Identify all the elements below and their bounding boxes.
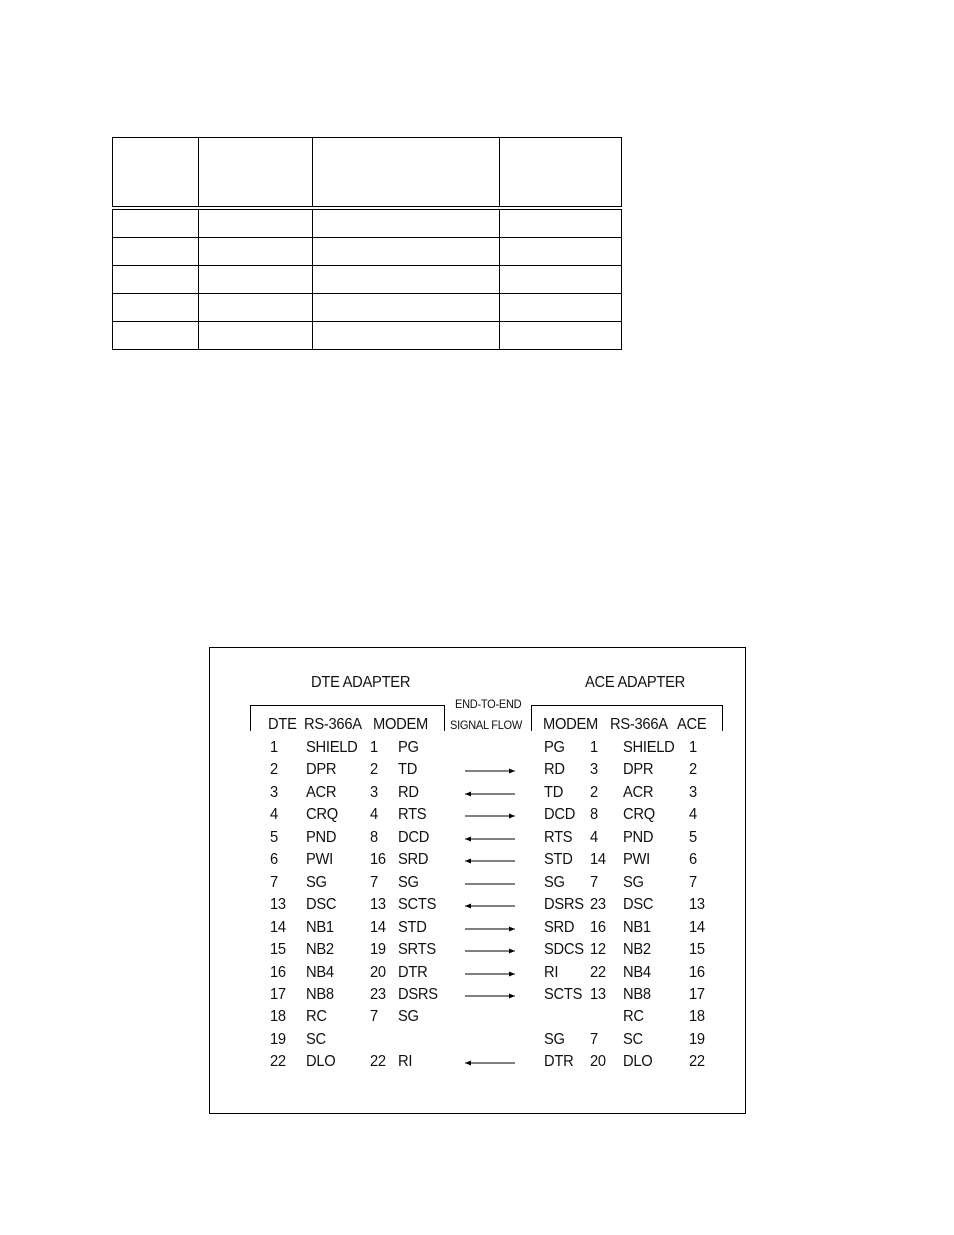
dte-rs366a-signal: NB4 bbox=[306, 964, 334, 981]
ace-modem-pin: 1 bbox=[590, 739, 598, 756]
ace-pin: 1 bbox=[689, 739, 697, 756]
dte-modem-signal: SG bbox=[398, 874, 419, 891]
dte-modem-signal: SRTS bbox=[398, 941, 436, 958]
dte-modem-pin: 1 bbox=[370, 739, 378, 756]
ace-modem-pin: 4 bbox=[590, 829, 598, 846]
ace-rs366a-signal: SHIELD bbox=[623, 739, 675, 756]
ace-pin: 18 bbox=[689, 1008, 705, 1025]
ace-modem-signal: SCTS bbox=[544, 986, 583, 1003]
left-arrow-icon bbox=[464, 790, 516, 798]
ace-pin: 2 bbox=[689, 761, 697, 778]
ace-modem-signal: DTR bbox=[544, 1053, 574, 1070]
dte-modem-pin: 4 bbox=[370, 806, 378, 823]
dte-rs366a-signal: DLO bbox=[306, 1053, 336, 1070]
dte-modem-pin: 7 bbox=[370, 874, 378, 891]
table-header-row bbox=[113, 138, 622, 209]
adapter-pinout-diagram bbox=[209, 647, 746, 1114]
dte-pin: 19 bbox=[270, 1031, 286, 1048]
ace-rs366a-signal: ACR bbox=[623, 784, 654, 801]
dte-modem-pin: 20 bbox=[370, 964, 386, 981]
ace-modem-signal: SDCS bbox=[544, 941, 584, 958]
dte-rs366a-signal: NB8 bbox=[306, 986, 334, 1003]
table-row bbox=[113, 238, 622, 266]
ace-pin: 14 bbox=[689, 919, 705, 936]
ace-rs366a-signal: NB2 bbox=[623, 941, 651, 958]
left-arrow-icon bbox=[464, 835, 516, 843]
left-arrow-icon bbox=[464, 857, 516, 865]
signal-flow-title-line1: END-TO-END bbox=[455, 697, 522, 711]
ace-rs366a-signal: NB8 bbox=[623, 986, 651, 1003]
ace-rs366a-signal: SC bbox=[623, 1031, 643, 1048]
ace-modem-pin: 3 bbox=[590, 761, 598, 778]
right-arrow-icon bbox=[464, 947, 516, 955]
dte-column-header: DTE bbox=[268, 716, 297, 733]
table-cell bbox=[313, 294, 500, 322]
dte-modem-signal: STD bbox=[398, 919, 427, 936]
ace-modem-signal: SG bbox=[544, 1031, 565, 1048]
table-header-cell bbox=[313, 138, 500, 209]
dte-pin: 16 bbox=[270, 964, 286, 981]
dte-modem-signal: RI bbox=[398, 1053, 413, 1070]
ace-modem-signal: DSRS bbox=[544, 896, 584, 913]
table-cell bbox=[500, 322, 622, 350]
ace-rs366a-signal: SG bbox=[623, 874, 644, 891]
signal-flow-title-line2: SIGNAL FLOW bbox=[450, 718, 523, 732]
ace-pin: 16 bbox=[689, 964, 705, 981]
table-cell bbox=[113, 208, 199, 237]
dte-modem-signal: SCTS bbox=[398, 896, 437, 913]
table-cell bbox=[199, 238, 313, 266]
ace-modem-signal: STD bbox=[544, 851, 573, 868]
dte-modem-signal: RD bbox=[398, 784, 419, 801]
dte-modem-signal: RTS bbox=[398, 806, 427, 823]
ace-pin: 5 bbox=[689, 829, 697, 846]
dte-pin: 13 bbox=[270, 896, 286, 913]
dte-rs366a-signal: ACR bbox=[306, 784, 337, 801]
dte-pin: 15 bbox=[270, 941, 286, 958]
ace-pin: 15 bbox=[689, 941, 705, 958]
ace-modem-signal: DCD bbox=[544, 806, 576, 823]
dte-modem-pin: 8 bbox=[370, 829, 378, 846]
dte-modem-signal: SRD bbox=[398, 851, 429, 868]
ace-modem-signal: SRD bbox=[544, 919, 575, 936]
ace-pin: 6 bbox=[689, 851, 697, 868]
left-arrow-icon bbox=[464, 1059, 516, 1067]
dte-pin: 18 bbox=[270, 1008, 286, 1025]
dte-rs366a-signal: NB1 bbox=[306, 919, 334, 936]
dte-rs366a-signal: SHIELD bbox=[306, 739, 358, 756]
dte-rs366a-signal: DSC bbox=[306, 896, 337, 913]
ace-rs366a-signal: RC bbox=[623, 1008, 644, 1025]
dte-modem-signal: DTR bbox=[398, 964, 428, 981]
ace-modem-signal: RTS bbox=[544, 829, 573, 846]
table-cell bbox=[313, 238, 500, 266]
dte-modem-pin: 19 bbox=[370, 941, 386, 958]
dte-rs366a-signal: SG bbox=[306, 874, 327, 891]
ace-modem-pin: 16 bbox=[590, 919, 606, 936]
dte-modem-signal: DCD bbox=[398, 829, 430, 846]
ace-rs366a-signal: DPR bbox=[623, 761, 654, 778]
right-arrow-icon bbox=[464, 812, 516, 820]
dte-adapter-title: DTE ADAPTER bbox=[311, 674, 411, 691]
table-cell bbox=[313, 266, 500, 294]
ace-modem-pin: 20 bbox=[590, 1053, 606, 1070]
ace-modem-pin: 22 bbox=[590, 964, 606, 981]
table-cell bbox=[199, 322, 313, 350]
table-cell bbox=[500, 238, 622, 266]
dte-pin: 3 bbox=[270, 784, 278, 801]
signal-line bbox=[464, 880, 516, 888]
right-arrow-icon bbox=[464, 767, 516, 775]
table-row bbox=[113, 322, 622, 350]
dte-modem-signal: PG bbox=[398, 739, 419, 756]
ace-modem-signal: RD bbox=[544, 761, 565, 778]
dte-pin: 7 bbox=[270, 874, 278, 891]
ace-adapter-title: ACE ADAPTER bbox=[585, 674, 686, 691]
ace-rs366a-signal: PND bbox=[623, 829, 654, 846]
dte-rs366a-signal: PND bbox=[306, 829, 337, 846]
table-header-cell bbox=[500, 138, 622, 209]
right-arrow-icon bbox=[464, 925, 516, 933]
rs366a-left-column-header: RS-366A bbox=[304, 716, 362, 733]
table-cell bbox=[199, 266, 313, 294]
ace-modem-pin: 14 bbox=[590, 851, 606, 868]
ace-modem-pin: 7 bbox=[590, 874, 598, 891]
ace-rs366a-signal: NB1 bbox=[623, 919, 651, 936]
ace-pin: 19 bbox=[689, 1031, 705, 1048]
ace-rs366a-signal: PWI bbox=[623, 851, 650, 868]
rs366a-right-column-header: RS-366A bbox=[610, 716, 668, 733]
dte-pin: 22 bbox=[270, 1053, 286, 1070]
ace-rs366a-signal: DSC bbox=[623, 896, 654, 913]
dte-pin: 17 bbox=[270, 986, 286, 1003]
dte-pin: 14 bbox=[270, 919, 286, 936]
table-cell bbox=[113, 266, 199, 294]
dte-modem-pin: 14 bbox=[370, 919, 386, 936]
modem-right-column-header: MODEM bbox=[543, 716, 599, 733]
dte-modem-pin: 13 bbox=[370, 896, 386, 913]
table-cell bbox=[199, 294, 313, 322]
dte-modem-pin: 22 bbox=[370, 1053, 386, 1070]
dte-rs366a-signal: SC bbox=[306, 1031, 326, 1048]
dte-pin: 2 bbox=[270, 761, 278, 778]
ace-rs366a-signal: CRQ bbox=[623, 806, 655, 823]
ace-modem-pin: 2 bbox=[590, 784, 598, 801]
table-row bbox=[113, 208, 622, 237]
table-cell bbox=[500, 294, 622, 322]
ace-pin: 4 bbox=[689, 806, 697, 823]
table-cell bbox=[113, 294, 199, 322]
table-cell bbox=[313, 208, 500, 237]
ace-modem-signal: RI bbox=[544, 964, 559, 981]
ace-modem-signal: PG bbox=[544, 739, 565, 756]
ace-modem-pin: 13 bbox=[590, 986, 606, 1003]
empty-grid-table bbox=[112, 137, 622, 350]
ace-pin: 3 bbox=[689, 784, 697, 801]
dte-rs366a-signal: NB2 bbox=[306, 941, 334, 958]
ace-rs366a-signal: NB4 bbox=[623, 964, 651, 981]
table-cell bbox=[313, 322, 500, 350]
table-header-cell bbox=[113, 138, 199, 209]
ace-modem-pin: 7 bbox=[590, 1031, 598, 1048]
dte-pin: 1 bbox=[270, 739, 278, 756]
ace-pin: 7 bbox=[689, 874, 697, 891]
dte-pin: 5 bbox=[270, 829, 278, 846]
dte-rs366a-signal: PWI bbox=[306, 851, 333, 868]
dte-modem-pin: 16 bbox=[370, 851, 386, 868]
ace-modem-pin: 8 bbox=[590, 806, 598, 823]
dte-modem-signal: DSRS bbox=[398, 986, 438, 1003]
dte-modem-pin: 23 bbox=[370, 986, 386, 1003]
dte-modem-signal: SG bbox=[398, 1008, 419, 1025]
left-arrow-icon bbox=[464, 902, 516, 910]
ace-modem-pin: 23 bbox=[590, 896, 606, 913]
table-row bbox=[113, 294, 622, 322]
dte-pin: 4 bbox=[270, 806, 278, 823]
ace-pin: 22 bbox=[689, 1053, 705, 1070]
ace-modem-pin: 12 bbox=[590, 941, 606, 958]
dte-rs366a-signal: RC bbox=[306, 1008, 327, 1025]
dte-modem-pin: 3 bbox=[370, 784, 378, 801]
right-arrow-icon bbox=[464, 992, 516, 1000]
ace-pin: 13 bbox=[689, 896, 705, 913]
right-arrow-icon bbox=[464, 970, 516, 978]
table-row bbox=[113, 266, 622, 294]
dte-rs366a-signal: DPR bbox=[306, 761, 337, 778]
table-cell bbox=[500, 266, 622, 294]
dte-modem-pin: 7 bbox=[370, 1008, 378, 1025]
table-cell bbox=[113, 238, 199, 266]
dte-modem-pin: 2 bbox=[370, 761, 378, 778]
ace-modem-signal: TD bbox=[544, 784, 564, 801]
table-header-cell bbox=[199, 138, 313, 209]
ace-rs366a-signal: DLO bbox=[623, 1053, 653, 1070]
table-cell bbox=[500, 208, 622, 237]
ace-modem-signal: SG bbox=[544, 874, 565, 891]
dte-modem-signal: TD bbox=[398, 761, 418, 778]
table-cell bbox=[199, 208, 313, 237]
dte-pin: 6 bbox=[270, 851, 278, 868]
ace-pin: 17 bbox=[689, 986, 705, 1003]
dte-rs366a-signal: CRQ bbox=[306, 806, 338, 823]
modem-left-column-header: MODEM bbox=[373, 716, 429, 733]
ace-column-header: ACE bbox=[677, 716, 707, 733]
table-cell bbox=[113, 322, 199, 350]
